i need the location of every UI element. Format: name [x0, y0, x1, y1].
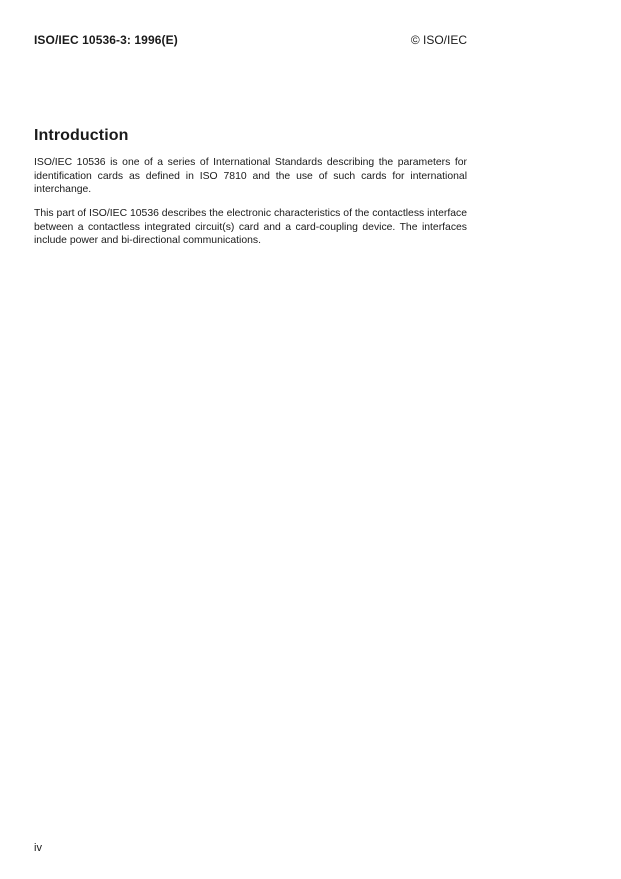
section-title: Introduction [34, 127, 129, 144]
intro-paragraph-1: ISO/IEC 10536 is one of a series of International Standards describing the parameters for identification cards as defined in ISO 7810 and the use of such cards for international interchange. [34, 157, 467, 195]
document-identifier: ISO/IEC 10536-3: 1996(E) [34, 33, 178, 47]
intro-paragraph-2: This part of ISO/IEC 10536 describes the electronic characteristics of the contactless interface between a contactless integrated circuit(s) card and a card-coupling device. The interfaces include power and bi-directional communications. [34, 208, 467, 246]
page-number: iv [34, 842, 42, 854]
copyright-notice: © ISO/IEC [410, 33, 467, 47]
